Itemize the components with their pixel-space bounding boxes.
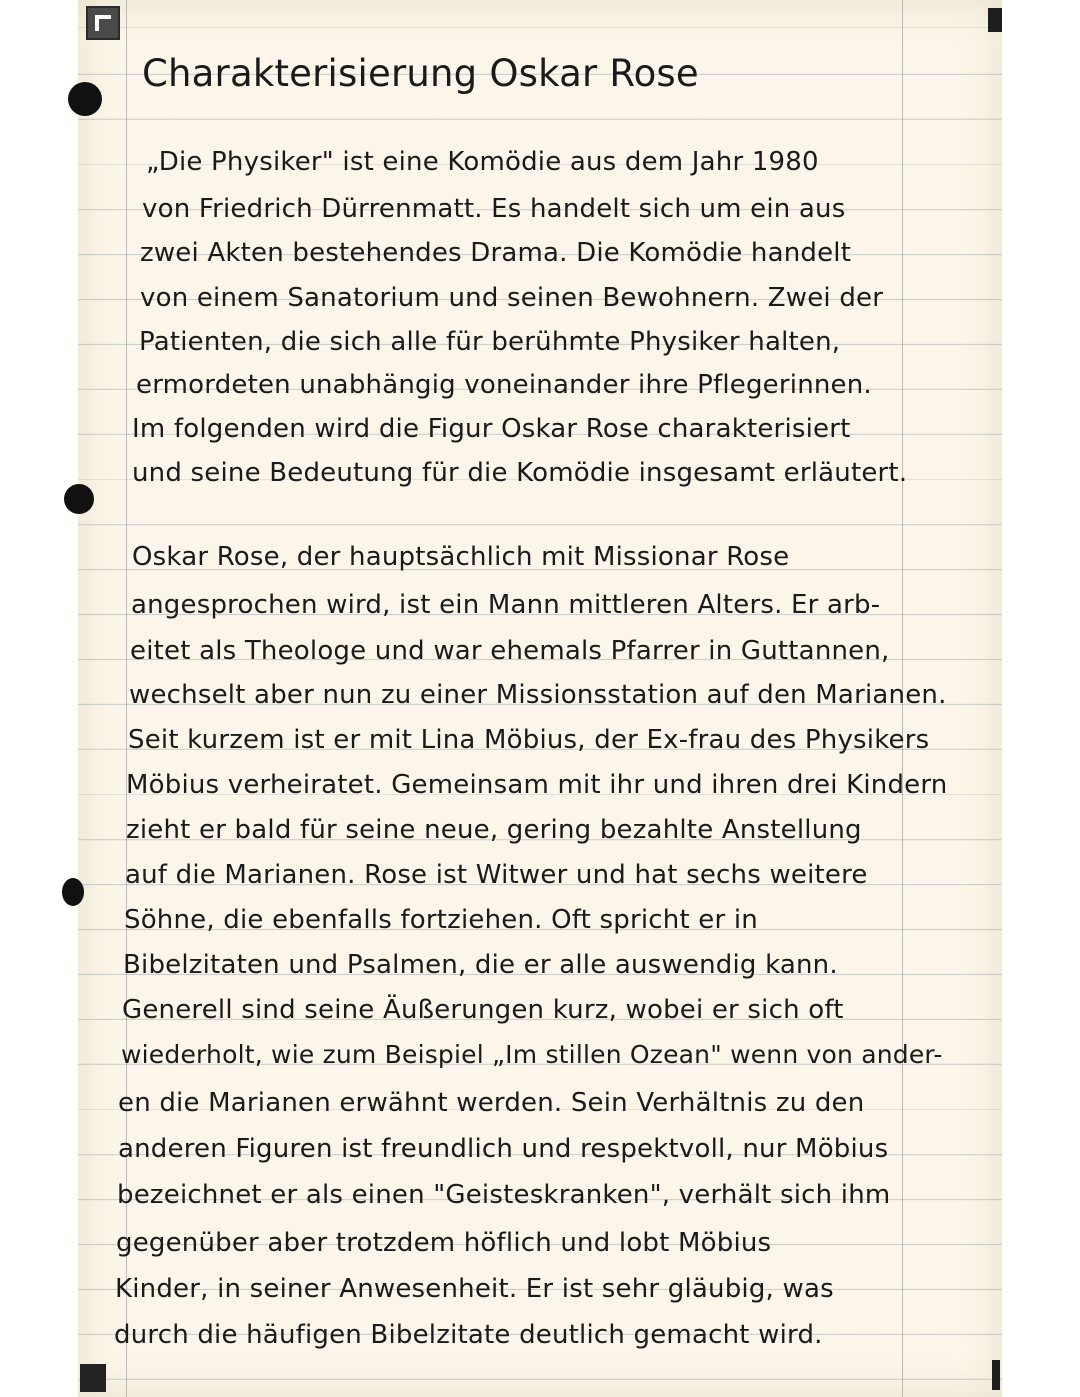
punch-hole (64, 484, 94, 514)
text-line: bezeichnet er als einen "Geisteskranken", verhält sich ihm (117, 1180, 891, 1210)
text-line: anderen Figuren ist freundlich und respektvoll, nur Möbius (118, 1134, 889, 1164)
text-line: ermordeten unabhängig voneinander ihre Pflegerinnen. (136, 370, 872, 400)
text-line: Im folgenden wird die Figur Oskar Rose charakterisiert (132, 414, 851, 444)
app-corner-icon[interactable] (86, 6, 120, 40)
page-corner-marker (80, 1364, 106, 1392)
text-line: Generell sind seine Äußerungen kurz, wobei er sich oft (122, 995, 844, 1025)
text-line: Bibelzitaten und Psalmen, die er alle auswendig kann. (123, 950, 838, 980)
text-line: „Die Physiker" ist eine Komödie aus dem Jahr 1980 (146, 147, 819, 177)
document-title: Charakterisierung Oskar Rose (142, 52, 699, 95)
text-line: Möbius verheiratet. Gemeinsam mit ihr und ihren drei Kindern (126, 770, 948, 800)
text-line: zwei Akten bestehendes Drama. Die Komödie handelt (140, 238, 852, 268)
text-line: en die Marianen erwähnt werden. Sein Verhältnis zu den (118, 1088, 865, 1118)
text-line: gegenüber aber trotzdem höflich und lobt Möbius (116, 1228, 772, 1258)
text-line: eitet als Theologe und war ehemals Pfarrer in Guttannen, (130, 636, 890, 666)
text-line: und seine Bedeutung für die Komödie insgesamt erläutert. (132, 458, 908, 488)
punch-hole (68, 82, 102, 116)
text-line: Kinder, in seiner Anwesenheit. Er ist sehr gläubig, was (115, 1274, 834, 1304)
text-line: Seit kurzem ist er mit Lina Möbius, der Ex-frau des Physikers (128, 725, 930, 755)
text-line: Söhne, die ebenfalls fortziehen. Oft spricht er in (124, 905, 758, 935)
text-line: Patienten, die sich alle für berühmte Physiker halten, (139, 327, 841, 357)
page-edge-marker (988, 8, 1002, 32)
text-line: zieht er bald für seine neue, gering bezahlte Anstellung (126, 815, 862, 845)
page-edge-marker (992, 1360, 1000, 1390)
text-line: von einem Sanatorium und seinen Bewohnern. Zwei der (140, 283, 884, 313)
text-line: Oskar Rose, der hauptsächlich mit Missionar Rose (132, 542, 790, 572)
text-line: von Friedrich Dürrenmatt. Es handelt sich um ein aus (142, 194, 846, 224)
text-line: durch die häufigen Bibelzitate deutlich gemacht wird. (114, 1320, 823, 1350)
text-line: wechselt aber nun zu einer Missionsstation auf den Marianen. (129, 680, 947, 710)
text-line: wiederholt, wie zum Beispiel „Im stillen Ozean" wenn von ander- (121, 1040, 943, 1069)
punch-hole (62, 878, 84, 906)
text-line: auf die Marianen. Rose ist Witwer und hat sechs weitere (125, 860, 868, 890)
text-line: angesprochen wird, ist ein Mann mittleren Alters. Er arb- (131, 590, 881, 620)
